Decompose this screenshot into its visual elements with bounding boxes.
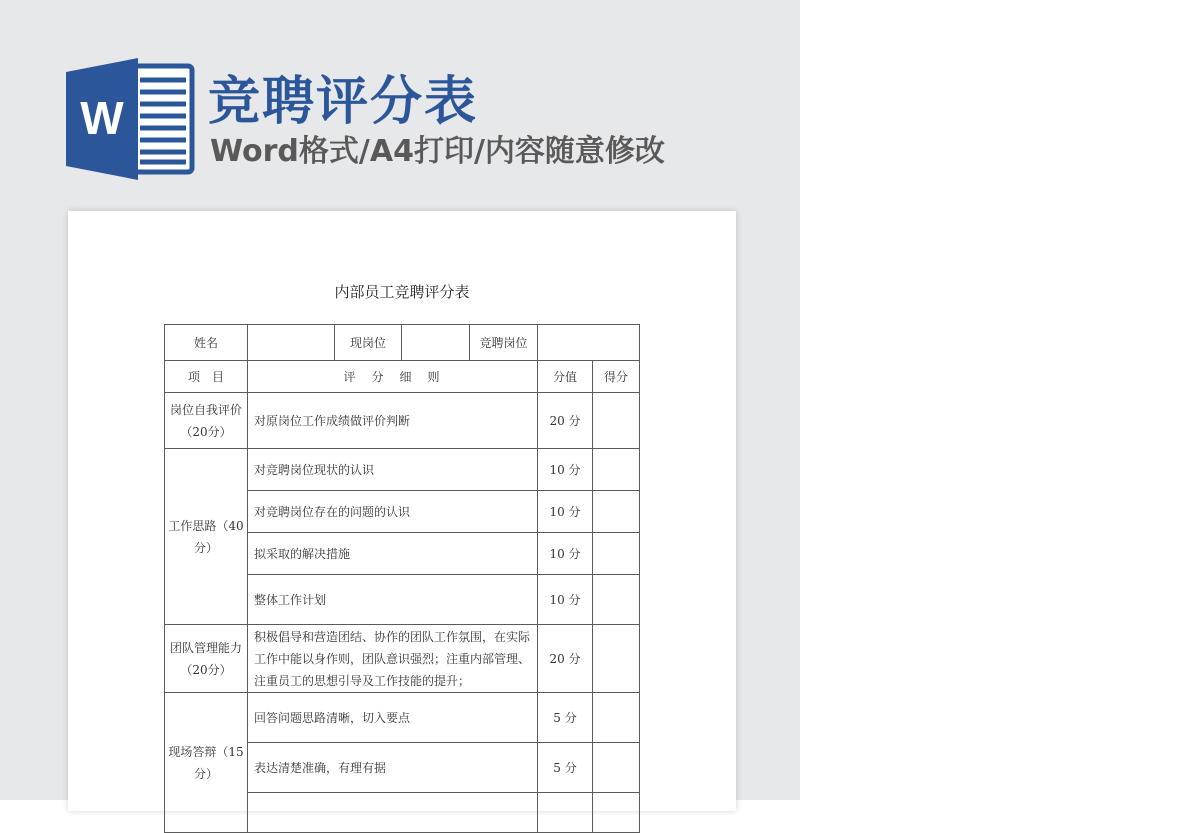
- name-label: 姓名: [165, 325, 248, 361]
- target-post-label: 竞聘岗位: [470, 325, 538, 361]
- value-cell: 20 分: [538, 393, 593, 449]
- section-item: 现场答辩（15分）: [165, 693, 248, 833]
- score-cell[interactable]: [593, 393, 640, 449]
- value-cell: 10 分: [538, 449, 593, 491]
- score-cell[interactable]: [593, 625, 640, 693]
- criteria-cell: 积极倡导和营造团结、协作的团队工作氛围，在实际工作中能以身作则，团队意识强烈；注重内部管理、注重员工的思想引导及工作技能的提升；: [248, 625, 538, 693]
- value-cell: 5 分: [538, 743, 593, 793]
- col-header-item: 项 目: [165, 361, 248, 393]
- table-row: [165, 393, 640, 449]
- section-item: 岗位自我评价（20分）: [165, 393, 248, 449]
- criteria-cell: [248, 793, 538, 833]
- target-post-value-cell[interactable]: [538, 325, 640, 361]
- value-cell: 10 分: [538, 575, 593, 625]
- word-logo-letter: W: [80, 92, 124, 144]
- col-header-criteria: 评 分 细 则: [248, 361, 538, 393]
- document-page: [68, 211, 736, 811]
- criteria-cell: 回答问题思路清晰，切入要点: [248, 693, 538, 743]
- value-cell: [538, 793, 593, 833]
- banner-title: 竞聘评分表: [208, 72, 479, 132]
- score-table: [164, 324, 640, 833]
- table-row: [165, 449, 640, 491]
- criteria-cell: 表达清楚准确，有理有据: [248, 743, 538, 793]
- score-cell[interactable]: [593, 533, 640, 575]
- score-cell[interactable]: [593, 491, 640, 533]
- score-cell[interactable]: [593, 693, 640, 743]
- criteria-cell: 整体工作计划: [248, 575, 538, 625]
- table-row: [165, 693, 640, 743]
- value-cell: 10 分: [538, 533, 593, 575]
- info-row: [165, 325, 640, 361]
- section-item: 团队管理能力（20分）: [165, 625, 248, 693]
- current-post-label: 现岗位: [335, 325, 402, 361]
- score-cell[interactable]: [593, 449, 640, 491]
- banner-subtitle: Word格式/A4打印/内容随意修改: [210, 134, 665, 169]
- score-cell[interactable]: [593, 743, 640, 793]
- criteria-cell: 对原岗位工作成绩做评价判断: [248, 393, 538, 449]
- value-cell: 20 分: [538, 625, 593, 693]
- table-row: [165, 625, 640, 693]
- value-cell: 5 分: [538, 693, 593, 743]
- value-cell: 10 分: [538, 491, 593, 533]
- header-row: [165, 361, 640, 393]
- score-cell[interactable]: [593, 575, 640, 625]
- criteria-cell: 对竞聘岗位现状的认识: [248, 449, 538, 491]
- col-header-score: 得分: [593, 361, 640, 393]
- criteria-cell: 拟采取的解决措施: [248, 533, 538, 575]
- score-cell[interactable]: [593, 793, 640, 833]
- word-icon: [66, 58, 196, 180]
- current-post-value-cell[interactable]: [402, 325, 470, 361]
- section-item: 工作思路（40分）: [165, 449, 248, 625]
- criteria-cell: 对竞聘岗位存在的问题的认识: [248, 491, 538, 533]
- name-value-cell[interactable]: [248, 325, 335, 361]
- document-title: 内部员工竞聘评分表: [334, 283, 470, 301]
- col-header-value: 分值: [538, 361, 593, 393]
